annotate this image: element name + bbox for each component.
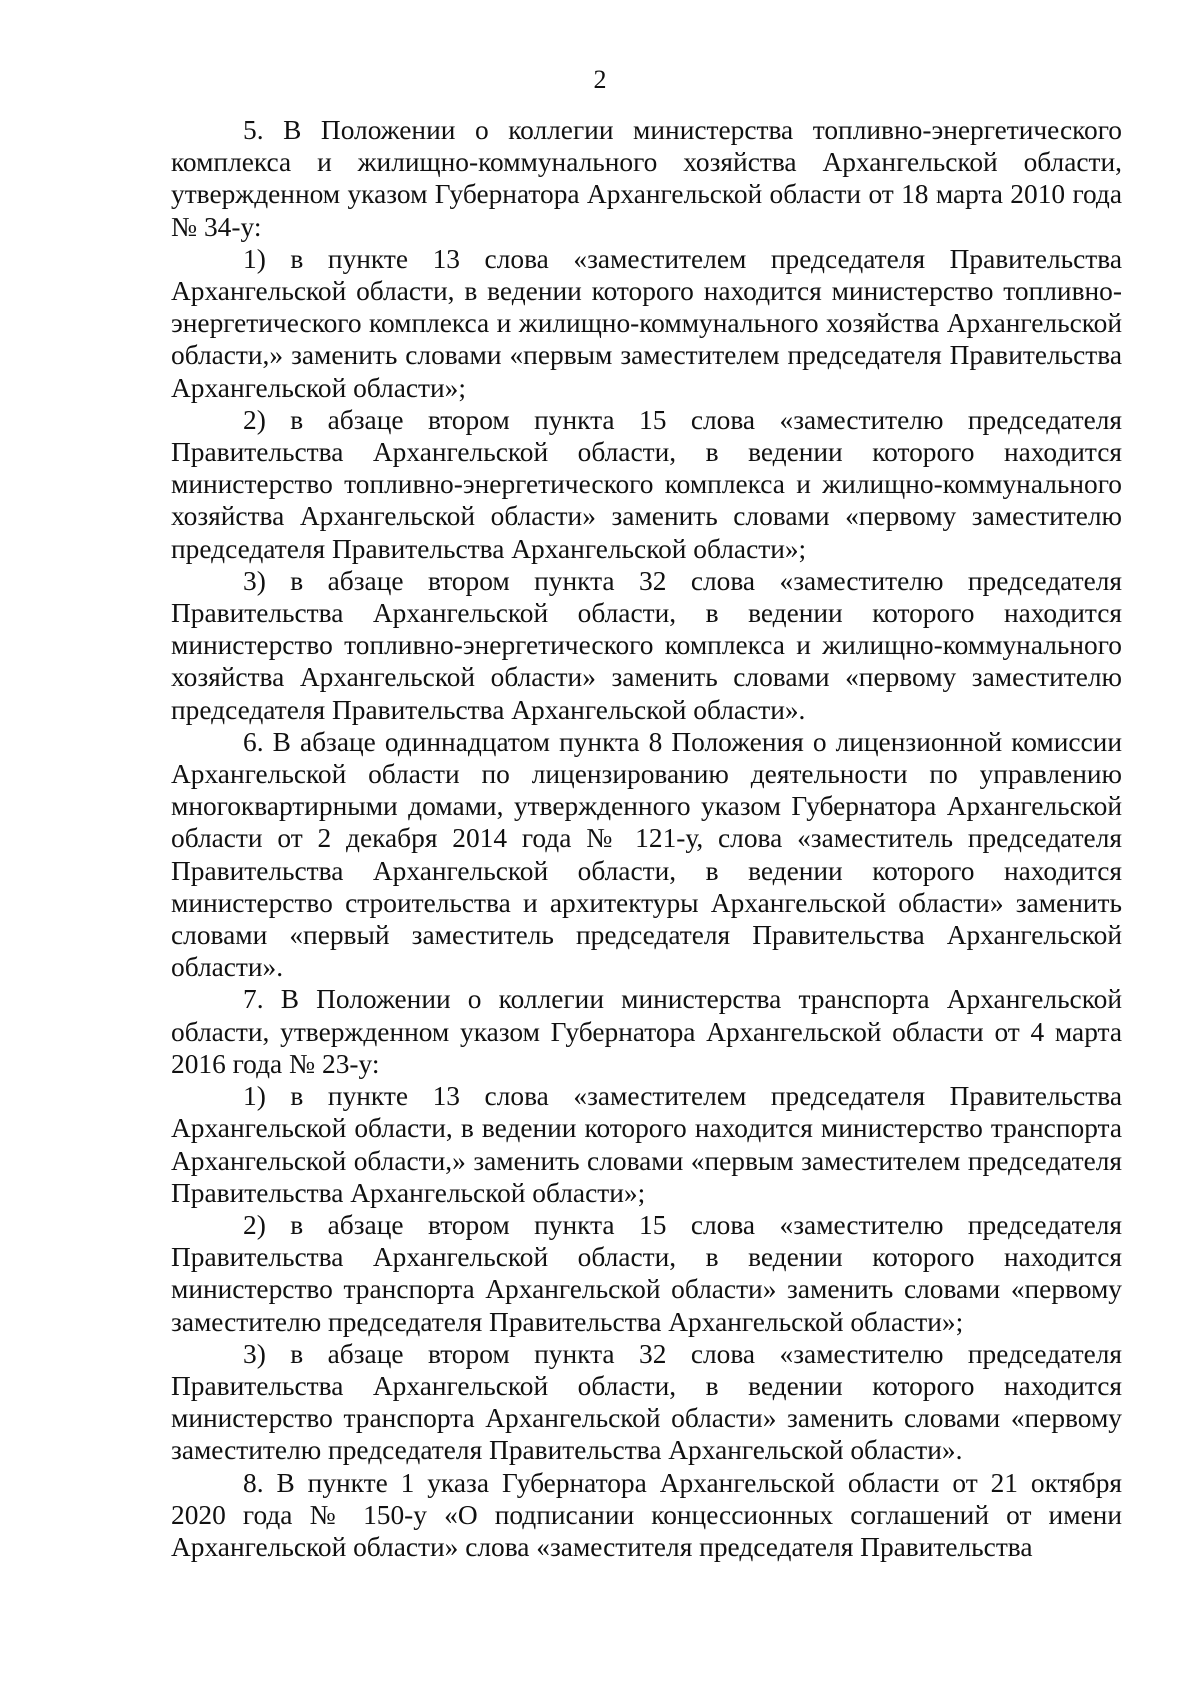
paragraph-item-5-subitem-1: 1) в пункте 13 слова «заместителем председателя Правительства Архангельской области, в ведении которого находится министерство топливно-энергетического комплекса и жилищно-коммунального хозяйства Архангельской области,» заменить словами «первым заместителем председателя Правительства Архангельской области»;	[171, 243, 1122, 403]
document-body	[171, 114, 1122, 1563]
paragraph-item-5-subitem-2: 2) в абзаце втором пункта 15 слова «заместителю председателя Правительства Архангельской области, в ведении которого находится министерство топливно-энергетического комплекса и жилищно-коммунального хозяйства Архангельской области» заменить словами «первому заместителю председателя Правительства Архангельской области»;	[171, 404, 1122, 564]
paragraph-item-7-subitem-3: 3) в абзаце втором пункта 32 слова «заместителю председателя Правительства Архангельской области, в ведении которого находится министерство транспорта Архангельской области» заменить словами «первому заместителю председателя Правительства Архангельской области».	[171, 1338, 1122, 1466]
paragraph-item-7: 7. В Положении о коллегии министерства транспорта Архангельской области, утвержденном указом Губернатора Архангельской области от 4 марта 2016 года № 23-у:	[171, 984, 1122, 1079]
paragraph-item-7-subitem-2: 2) в абзаце втором пункта 15 слова «заместителю председателя Правительства Архангельской области, в ведении которого находится министерство транспорта Архангельской области» заменить словами «первому заместителю председателя Правительства Архангельской области»;	[171, 1209, 1122, 1337]
page-number: 2	[593, 65, 607, 94]
paragraph-item-5-subitem-3: 3) в абзаце втором пункта 32 слова «заместителю председателя Правительства Архангельской области, в ведении которого находится министерство топливно-энергетического комплекса и жилищно-коммунального хозяйства Архангельской области» заменить словами «первому заместителю председателя Правительства Архангельской области».	[171, 565, 1122, 725]
paragraph-item-8: 8. В пункте 1 указа Губернатора Архангельской области от 21 октября 2020 года № 150-у «О подписании концессионных соглашений от имени Архангельской области» слова «заместителя председателя Правительства	[171, 1467, 1122, 1562]
paragraph-item-5: 5. В Положении о коллегии министерства топливно-энергетического комплекса и жилищно-коммунального хозяйства Архангельской области, утвержденном указом Губернатора Архангельской области от 18 марта 2010 года № 34-у:	[171, 115, 1122, 242]
paragraph-item-6: 6. В абзаце одиннадцатом пункта 8 Положения о лицензионной комиссии Архангельской области по лицензированию деятельности по управлению многоквартирными домами, утвержденного указом Губернатора Архангельской области от 2 декабря 2014 года № 121-у, слова «заместитель председателя Правительства Архангельской области, в ведении которого находится министерство строительства и архитектуры Архангельской области» заменить словами «первый заместитель председателя Правительства Архангельской области».	[171, 726, 1122, 983]
paragraph-item-7-subitem-1: 1) в пункте 13 слова «заместителем председателя Правительства Архангельской области, в ведении которого находится министерство транспорта Архангельской области,» заменить словами «первым заместителем председателя Правительства Архангельской области»;	[171, 1081, 1122, 1208]
